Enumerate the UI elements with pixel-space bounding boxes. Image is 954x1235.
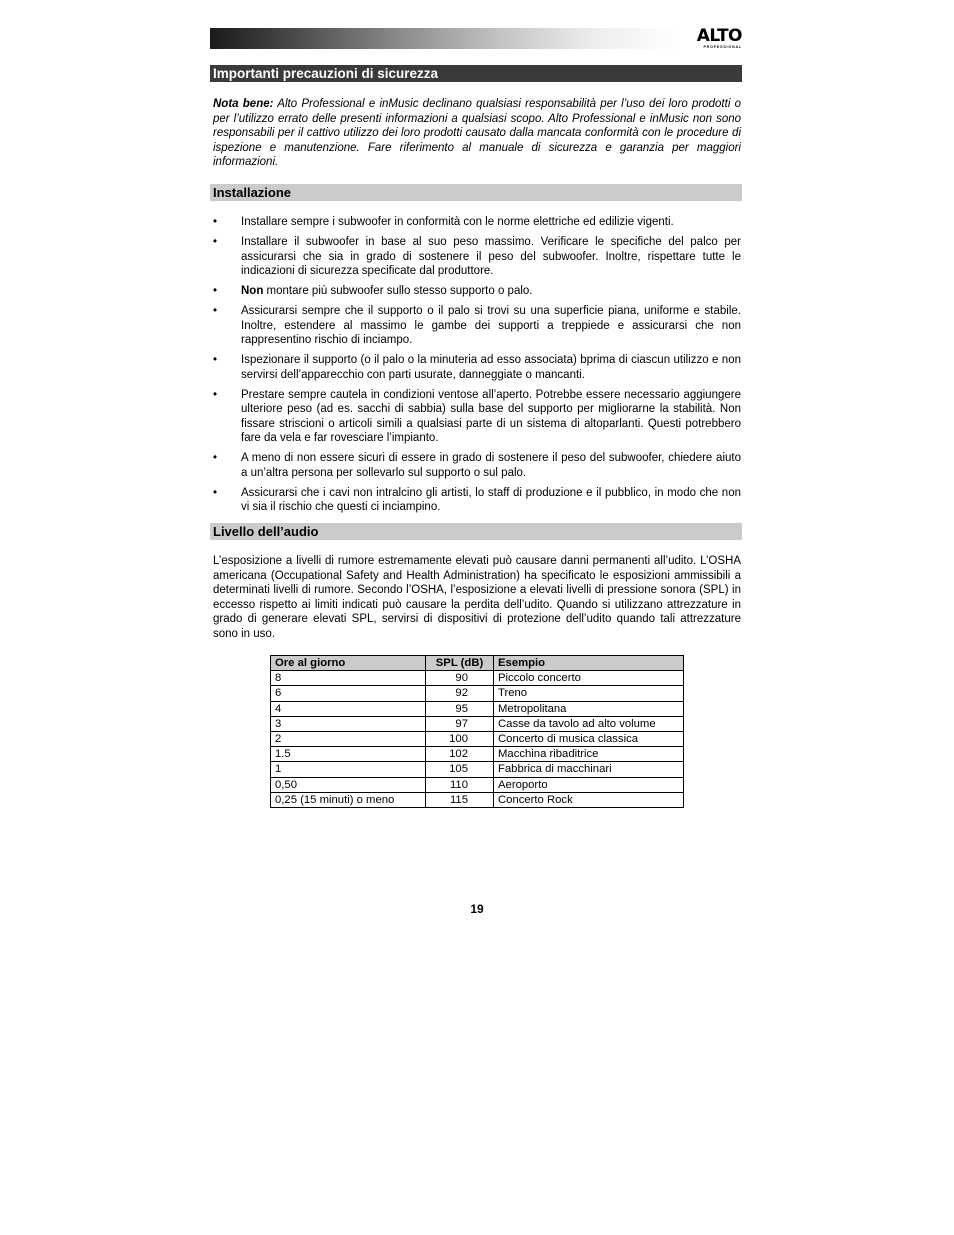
bullet-icon: •: [213, 354, 218, 366]
cell-spl: 110: [426, 777, 494, 792]
cell-hours: 1: [271, 762, 426, 777]
section-heading-livello-audio: Livello dell’audio: [210, 523, 742, 540]
cell-spl: 105: [426, 762, 494, 777]
table-row: [271, 747, 684, 762]
cell-hours: 4: [271, 701, 426, 716]
page-title: Importanti precauzioni di sicurezza: [210, 65, 742, 82]
cell-spl: 95: [426, 701, 494, 716]
bullet-icon: •: [213, 236, 218, 248]
logo-subtitle: PROFESSIONAL: [703, 45, 742, 49]
cell-hours: 2: [271, 732, 426, 747]
list-item: [213, 451, 741, 480]
bullet-icon: •: [213, 216, 218, 228]
cell-hours: 8: [271, 671, 426, 686]
list-item: [213, 388, 741, 446]
list-item-text: Assicurarsi sempre che il supporto o il palo si trovi su una superficie piana, uniforme e stabile. Inoltre, estendere al massimo le gambe dei supporti a treppiede e assicurarsi che non rappresentino rischio di inciampo.: [241, 305, 741, 346]
cell-example: Macchina ribaditrice: [494, 747, 684, 762]
list-item: [213, 284, 741, 299]
column-header-spl: SPL (dB): [426, 656, 494, 671]
cell-spl: 115: [426, 792, 494, 807]
cell-hours: 1.5: [271, 747, 426, 762]
section-heading-installazione: Installazione: [210, 184, 742, 201]
cell-hours: 3: [271, 716, 426, 731]
list-item-text: Installare sempre i subwoofer in conformità con le norme elettriche ed edilizie vigenti.: [241, 216, 674, 228]
bullet-icon: •: [213, 285, 218, 297]
list-item: [213, 486, 741, 515]
table-row: [271, 716, 684, 731]
cell-spl: 102: [426, 747, 494, 762]
bullet-icon: •: [213, 452, 218, 464]
list-item-bold: Non: [241, 285, 264, 297]
cell-example: Casse da tavolo ad alto volume: [494, 716, 684, 731]
list-item-text: Prestare sempre cautela in condizioni ventose all’aperto. Potrebbe essere necessario aggiungere ulteriore peso (ad es. sacchi di sabbia) sulla base del supporto per migliorarne la stabilità. Non fissare striscioni o articoli simili a qualsiasi parte di un sistema di altoparlanti. Questi potrebbero fare da vela e far rovesciare l’impianto.: [241, 388, 741, 444]
list-item-text: A meno di non essere sicuri di essere in grado di sostenere il peso del subwoofer, chiedere aiuto a un’altra persona per sollevarlo sul supporto o sul palo.: [241, 452, 741, 479]
list-item-text: Ispezionare il supporto (o il palo o la minuteria ad esso associata) bprima di ciascun utilizzo e non servirsi dell’apparecchio con parti usurate, danneggiate o mancanti.: [241, 354, 741, 381]
table-row: [271, 732, 684, 747]
cell-hours: 0,50: [271, 777, 426, 792]
page-number: 19: [470, 902, 484, 916]
note-label: Nota bene:: [213, 98, 274, 110]
cell-spl: 100: [426, 732, 494, 747]
logo-word: ALTO: [696, 26, 742, 46]
list-item-text: montare più subwoofer sullo stesso supporto o palo.: [263, 285, 533, 297]
cell-example: Concerto di musica classica: [494, 732, 684, 747]
cell-hours: 6: [271, 686, 426, 701]
cell-spl: 90: [426, 671, 494, 686]
list-item-text: Assicurarsi che i cavi non intralcino gli artisti, lo staff di produzione e il pubblico, in modo che non vi sia il rischio che questi ci inciampino.: [241, 486, 741, 513]
cell-hours: 0,25 (15 minuti) o meno: [271, 792, 426, 807]
column-header-hours: Ore al giorno: [271, 656, 426, 671]
column-header-example: Esempio: [494, 656, 684, 671]
cell-spl: 92: [426, 686, 494, 701]
note-text: Alto Professional e inMusic declinano qualsiasi responsabilità per l’uso dei loro prodotti o per l’utilizzo errato delle presenti informazioni a qualsiasi scopo. Alto Professional e inMusic non sono responsabili per il cattivo utilizzo dei loro prodotti causato dalla mancata conformità con le procedure di ispezione e manutenzione. Fare riferimento al manuale di sicurezza e garanzia per maggiori informazioni.: [213, 98, 742, 168]
cell-example: Treno: [494, 686, 684, 701]
cell-spl: 97: [426, 716, 494, 731]
disclaimer-note: [213, 97, 741, 170]
table-row: [271, 701, 684, 716]
table-row: [271, 671, 684, 686]
cell-example: Piccolo concerto: [494, 671, 684, 686]
bullet-icon: •: [213, 388, 218, 401]
list-item: [213, 215, 741, 230]
list-item: [213, 235, 741, 279]
bullet-icon: •: [213, 305, 218, 317]
list-item: [213, 353, 741, 382]
cell-example: Fabbrica di macchinari: [494, 762, 684, 777]
table-row: [271, 686, 684, 701]
table-row: [271, 777, 684, 792]
installation-list: [213, 215, 741, 520]
bullet-icon: •: [213, 486, 218, 499]
header-gradient-bar: [210, 28, 680, 49]
cell-example: Metropolitana: [494, 701, 684, 716]
spl-exposure-table: [270, 655, 684, 808]
table-row: [271, 792, 684, 807]
table-header-row: [271, 656, 684, 671]
audio-paragraph: L’esposizione a livelli di rumore estremamente elevati può causare danni permanenti all’udito. L’OSHA americana (Occupational Safety and Health Administration) ha specificato le esposizioni ammissibili a determinati livelli di rumore. Secondo l’OSHA, l’esposizione a elevati livelli di pressione sonora (SPL) in eccesso rispetto ai limiti indicati può causare la perdita dell’udito. Quando si utilizzano attrezzature in grado di generare elevati SPL, servirsi di dispositivi di protezione dell’udito quando tali attrezzature sono in uso.: [213, 555, 741, 640]
list-item: [213, 304, 741, 348]
cell-example: Concerto Rock: [494, 792, 684, 807]
list-item-text: Installare il subwoofer in base al suo peso massimo. Verificare le specifiche del palco per assicurarsi che sia in grado di sostenere il peso del subwoofer. Inoltre, rispettare tutte le indicazioni di sicurezza specificate dal produttore.: [241, 236, 741, 277]
alto-logo: [684, 28, 742, 50]
cell-example: Aeroporto: [494, 777, 684, 792]
table-row: [271, 762, 684, 777]
